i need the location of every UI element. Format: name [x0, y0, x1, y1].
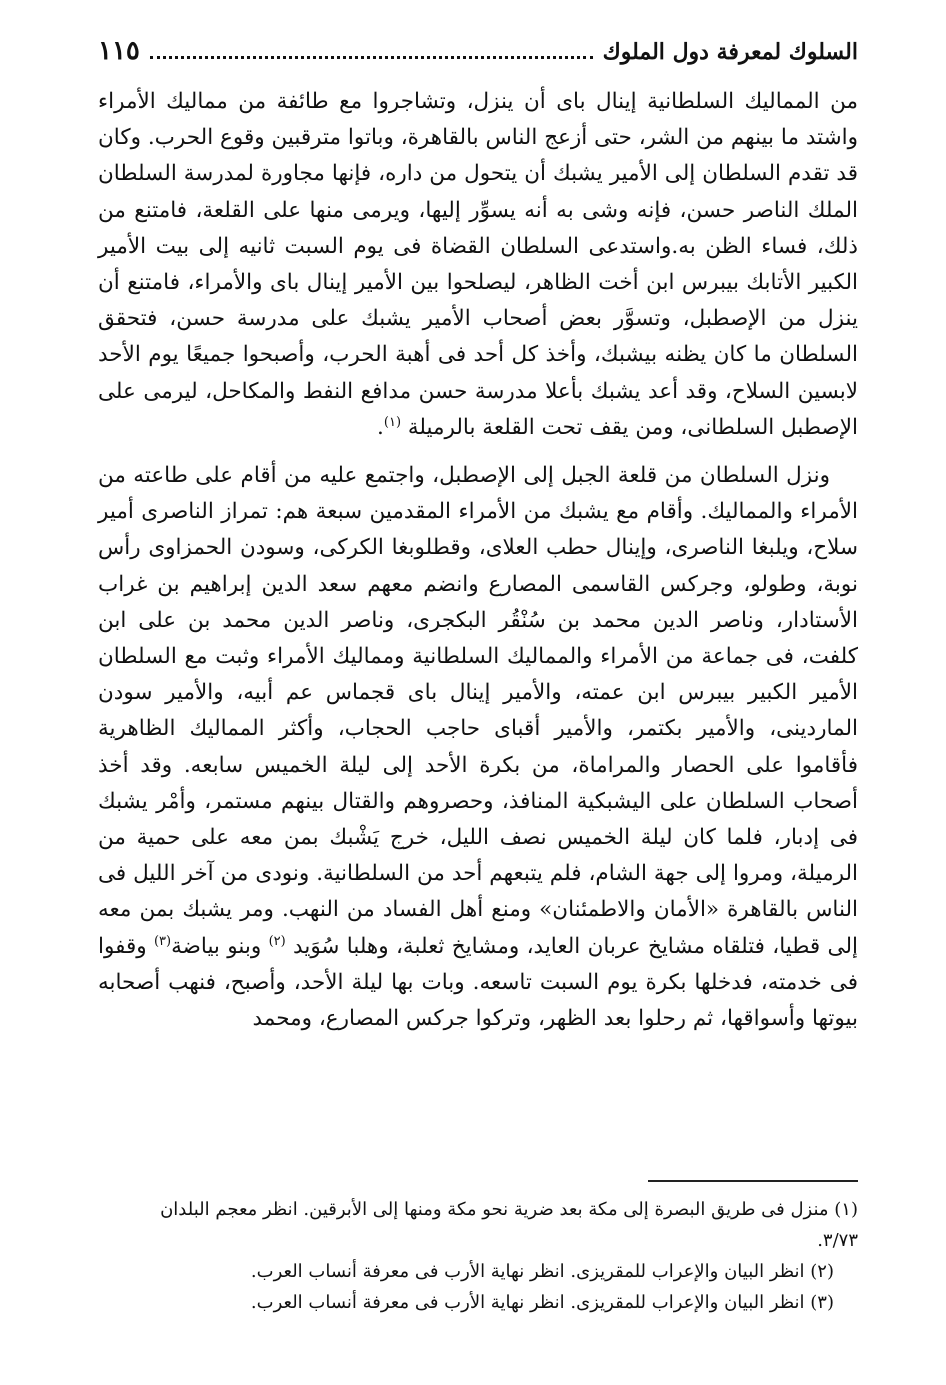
paragraph-2: [98, 458, 858, 1037]
running-header: [98, 36, 858, 84]
header-dot-leader: [150, 55, 593, 59]
footnote-1-reference-volume: ٣/٧٣.: [817, 1230, 858, 1251]
footnotes: [98, 1194, 858, 1318]
page-number: ١١٥: [98, 36, 140, 66]
paragraph-2-text-part-2: وبنو بياضة: [171, 933, 262, 959]
footnote-reference-1: (١): [383, 414, 402, 430]
footnote-reference-2: (٢): [268, 933, 286, 949]
footnote-1: [98, 1194, 858, 1225]
footnote-1-text: (١) منزل فى طريق البصرة إلى مكة بعد ضرية نحو مكة ومنها إلى الأبرقين. انظر معجم البلدان: [160, 1199, 858, 1220]
paragraph-1-text: من المماليك السلطانية إينال باى أن ينزل، وتشاجروا مع طائفة من مماليك الأمراء واشتد ما بينهم من الشر، حتى أزعج الناس بالقاهرة، وباتوا مترقبين وقوع الحرب. وكان قد تقدم السلطان إلى الأمير يشبك أن يتحول من داره، فإنها مجاورة لمدرسة السلطان الملك الناصر حسن، فإنه وشى به أنه يسوِّر إليها، ويرمى منها على القلعة، فامتنع من ذلك، فساء الظن به.واستدعى السلطان القضاة فى يوم السبت ثانيه إلى بيت الأمير الكبير الأتابك بيبرس ابن أخت الظاهر، ليصلحوا بين الأمير إينال باى والأمراء، فامتنع أن ينزل من الإصطبل، وتسوَّر بعض أصحاب الأمير يشبك على مدرسة حسن، فتحقق السلطان ما كان يظنه بيشبك، وأخذ كل أحد فى أهبة الحرب، وأصبحوا جميعًا يوم الأحد لابسين السلاح، وقد أعد يشبك بأعلا مدرسة حسن مدافع النفط والمكاحل، ليرمى على الإصطبل السلطانى، ومن يقف تحت القلعة بالرميلة: [98, 89, 858, 440]
footnote-3-text: (٣) انظر البيان والإعراب للمقريزى. انظر نهاية الأرب فى معرفة أنساب العرب.: [250, 1292, 834, 1313]
paragraph-1: [98, 84, 858, 446]
footnote-2: [98, 1256, 858, 1287]
footnote-1-continuation: [98, 1225, 858, 1256]
footnote-2-text: (٢) انظر البيان والإعراب للمقريزى. انظر نهاية الأرب فى معرفة أنساب العرب.: [250, 1261, 834, 1282]
paragraph-1-end: .: [377, 414, 384, 440]
main-text: [98, 84, 858, 1037]
footnote-3: [98, 1287, 858, 1318]
paragraph-2-text-part-1: ونزل السلطان من قلعة الجبل إلى الإصطبل، واجتمع عليه من أقام على طاعته من الأمراء والمماليك. وأقام مع يشبك من الأمراء المقدمين سبعة هم: تمراز الناصرى أمير سلاح، ويلبغا الناصرى، وإينال حطب العلاى، وقطلوبغا الكركى، وسودن الحمزاوى رأس نوبة، وطولو، وجركس القاسمى المصارع وانضم معهم سعد الدين إبراهيم بن غراب الأستادار، وناصر الدين محمد بن سُنْقُر البكجرى، وناصر الدين محمد بن على ابن كلفت، فى جماعة من الأمراء والمماليك السلطانية ومماليك الأمراء وثبت مع السلطان الأمير الكبير بيبرس ابن عمته، والأمير إينال باى قجماس عم أبيه، والأمير سودن الماردينى، والأمير بكتمر، والأمير أقباى حاجب الحجاب، وأكثر المماليك الظاهرية فأقاموا على الحصار والمراماة، من بكرة الأحد إلى ليلة الخميس سابعه. وقد أخذ أصحاب السلطان على اليشبكية المنافذ، وحصروهم والقتال بينهم مستمر، وأمْر يشبك فى إدبار، فلما كان ليلة الخميس نصف الليل، خرج يَشْبك بمن معه على حمية من الرميلة، ومروا إلى جهة الشام، فلم يتبعهم أحد من السلطانية. ونودى من آخر الليل فى الناس بالقاهرة «الأمان والاطمئنان» ومنع أهل الفساد من النهب. ومر يشبك بمن معه إلى قطيا، فتلقاه مشايخ عربان العايد، ومشايخ ثعلبة، وهلبا سُوَيد: [98, 463, 858, 959]
footnote-reference-3: (٣): [153, 933, 172, 949]
paragraph-2-text-part-3: وقفوا فى خدمته، فدخلها بكرة يوم السبت تاسعه. وبات بها ليلة الأحد، وأصبح، فنهب أصحابه بيوتها وأسواقها، ثم رحلوا بعد الظهر، وتركوا جركس المصارع، ومحمد: [98, 933, 858, 1032]
footnote-separator: [648, 1180, 858, 1182]
book-title: السلوك لمعرفة دول الملوك: [602, 39, 858, 65]
book-page: [98, 36, 858, 1356]
